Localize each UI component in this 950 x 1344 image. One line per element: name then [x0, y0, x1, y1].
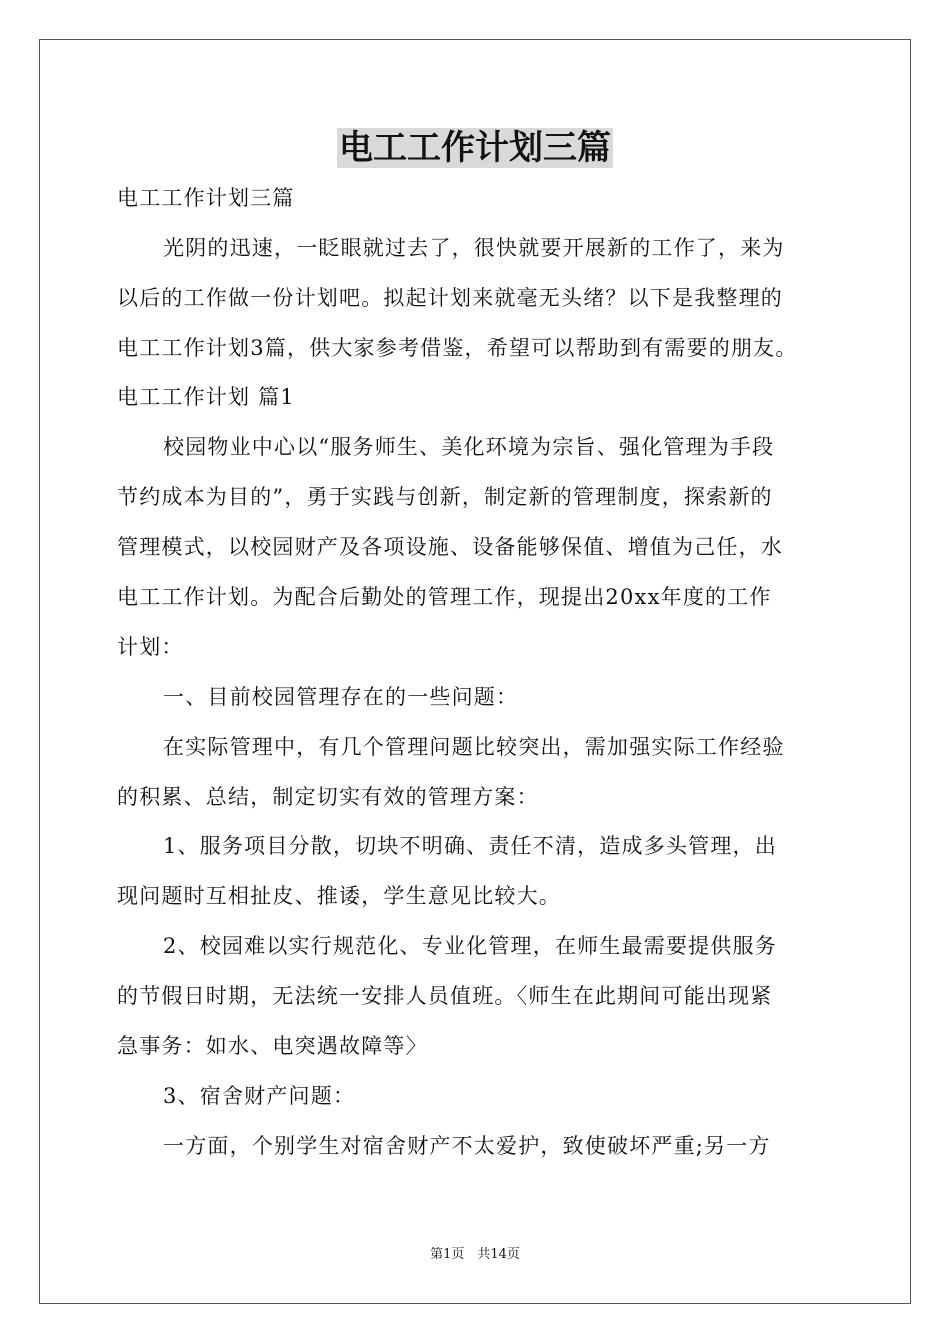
body-line-8: 管理模式，以校园财产及各项设施、设备能够保值、增值为己任，水: [117, 535, 783, 559]
body-line-17: 的节假日时期，无法统一安排人员值班。〈师生在此期间可能出现紧: [117, 984, 773, 1008]
body-line-2: 光阴的迅速，一眨眼就过去了，很快就要开展新的工作了，来为: [163, 236, 785, 260]
body-line-10: 计划：: [117, 635, 184, 659]
body-line-13: 的积累、总结，制定切实有效的管理方案：: [117, 785, 539, 809]
body-line-7: 节约成本为目的”，勇于实践与创新，制定新的管理制度，探索新的: [117, 485, 773, 509]
section-heading-1: 电工工作计划 篇1: [117, 385, 295, 409]
body-line-20: 一方面，个别学生对宿舍财产不太爱护，致使破坏严重;另一方: [163, 1134, 771, 1158]
body-line-1: 电工工作计划三篇: [117, 186, 295, 210]
body-line-11: 一、目前校园管理存在的一些问题：: [163, 685, 519, 709]
body-line-9: 电工工作计划。为配合后勤处的管理工作，现提出20xx年度的工作: [117, 585, 772, 609]
page-footer: 第1页 共14页: [430, 1247, 520, 1262]
body-line-3: 以后的工作做一份计划吧。拟起计划来就毫无头绪？以下是我整理的: [117, 286, 783, 310]
document-title-text: 电工工作计划三篇: [339, 128, 611, 168]
document-title: [0, 126, 950, 170]
body-line-18: 急事务：如水、电突遇故障等〉: [117, 1034, 428, 1058]
body-line-14: 1、服务项目分散，切块不明确、责任不清，造成多头管理，出: [163, 834, 777, 858]
page-border: [39, 39, 911, 1304]
body-line-16: 2、校园难以实行规范化、专业化管理，在师生最需要提供服务: [163, 934, 777, 958]
body-line-6: 校园物业中心以“服务师生、美化环境为宗旨、强化管理为手段: [163, 435, 775, 459]
body-line-4: 电工工作计划3篇，供大家参考借鉴，希望可以帮助到有需要的朋友。: [117, 336, 798, 360]
body-line-19: 3、宿舍财产问题：: [163, 1084, 356, 1108]
body-line-12: 在实际管理中，有几个管理问题比较突出，需加强实际工作经验: [163, 735, 785, 759]
body-line-15: 现问题时互相扯皮、推诿，学生意见比较大。: [117, 884, 561, 908]
